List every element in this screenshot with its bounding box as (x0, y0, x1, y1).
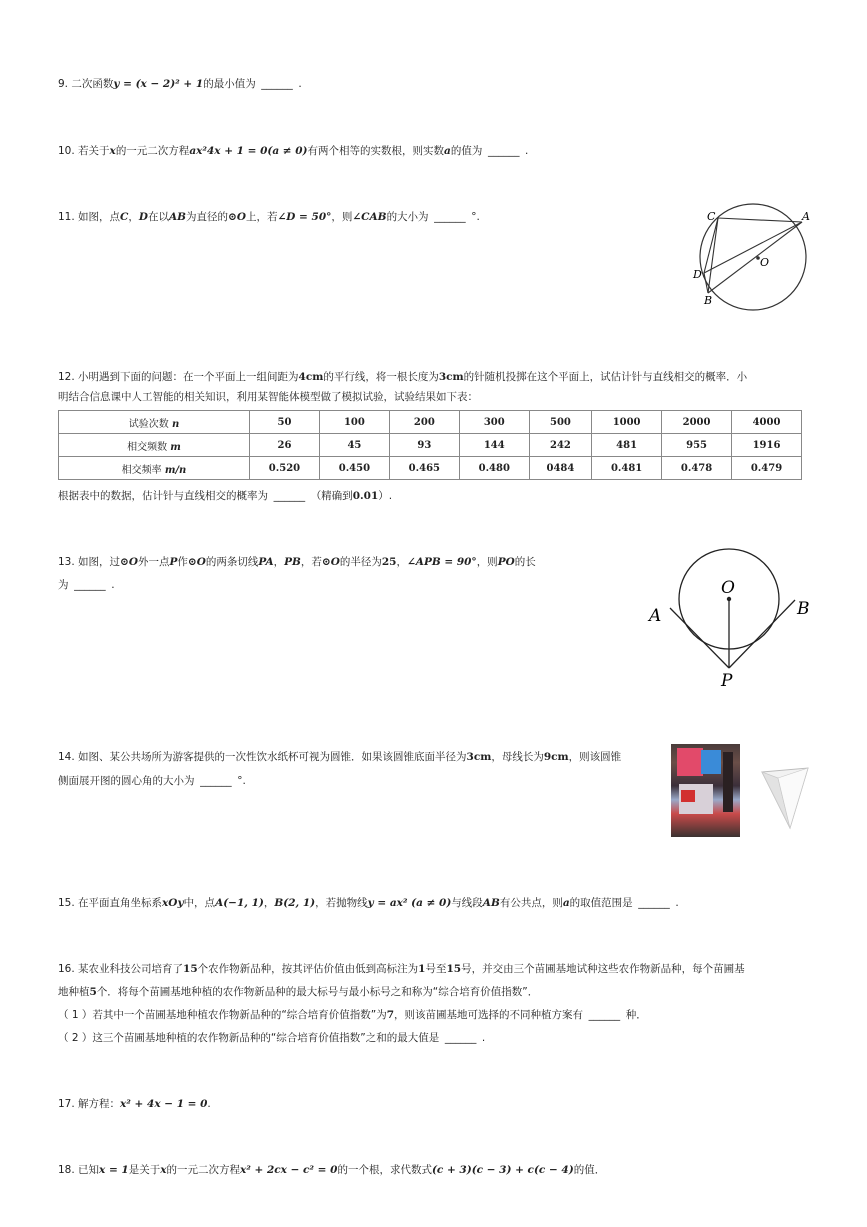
question-15 (58, 895, 679, 910)
q11-segment-ab: AB (169, 211, 187, 223)
q16-text2b: 个．将每个苗圃基地种植的农作物新品种的最大标号与最小标号之和称为“综合培育价值指数”． (96, 986, 539, 998)
q9-suffix: 的最小值为 (203, 78, 256, 90)
table-cell: 200 (389, 411, 459, 434)
q10-var-x: x (109, 145, 116, 157)
q13-mid4: ，若 (300, 556, 322, 568)
q14-text1: 14. 如图、某公共场所为游客提供的一次性饮水纸杯可视为圆锥．如果该圆锥底面半径为 (58, 751, 467, 763)
table-cell: 0484 (529, 457, 591, 480)
label-a: A (802, 210, 810, 223)
q16-num: 15 (446, 963, 462, 975)
q15-parabola: y = ax² (a ≠ 0) (367, 897, 452, 909)
q11-mid: 在以 (148, 211, 170, 223)
q15-segment-ab: AB (482, 897, 500, 909)
q13-mid3: 的两条切线 (205, 556, 259, 568)
q13-answer-blank[interactable]: ______ (74, 579, 106, 591)
q16-num: 1 (418, 963, 426, 975)
q13-tangent-pa: PA (258, 556, 274, 568)
q18-mid2: 的一元二次方程 (166, 1164, 240, 1176)
q11-angle-cab: ∠CAB (352, 211, 387, 223)
q14-text2: 侧面展开图的圆心角的大小为 (58, 775, 195, 787)
q18-equation: x² + 2cx − c² = 0 (240, 1164, 338, 1176)
table-cell: 0.478 (662, 457, 732, 480)
row-header-label: 相交频数 (127, 441, 168, 453)
q11-mid2: 为直径的 (186, 211, 229, 223)
table-cell: 26 (250, 434, 320, 457)
q13-suffix: 的长 (514, 556, 536, 568)
question-12-line2 (58, 389, 478, 404)
q11-sep: ， (128, 211, 139, 223)
table-cell: 1916 (732, 434, 802, 457)
row-header-label: 相交频率 (121, 464, 162, 476)
table-cell: 0.520 (250, 457, 320, 480)
q12-precision: 0.01 (352, 490, 379, 502)
q15-point-b: B(2, 1) (274, 897, 316, 909)
q14-slant: 9cm (543, 751, 569, 763)
q16-sub1a: （ 1 ）若其中一个苗圃基地种植农作物新品种的“综合培育价值指数”为 (58, 1009, 387, 1021)
row-header-var: m/n (164, 464, 187, 476)
q16-text1a: 16. 某农业科技公司培育了 (58, 963, 184, 975)
tangent-figure-13 (640, 548, 820, 688)
q12-text1: 12. 小明遇到下面的问题：在一个平面上一组间距为 (58, 371, 299, 383)
question-10 (58, 143, 528, 158)
q14-text1c: ，则该圆锥 (568, 751, 622, 763)
question-11 (58, 209, 480, 224)
question-18 (58, 1162, 605, 1177)
q13-text: 13. 如图，过 (58, 556, 121, 568)
q16-sub2b: . (481, 1032, 486, 1044)
q15-text: 15. 在平面直角坐标系 (58, 897, 163, 909)
water-dispenser-photo (671, 744, 740, 837)
q11-suffix: 的大小为 (386, 211, 429, 223)
table-cell: 0.465 (389, 457, 459, 480)
q9-math: y = (x − 2)² + 1 (113, 78, 204, 90)
question-14-line1 (58, 749, 621, 764)
q11-circle: ⊙O (228, 211, 246, 223)
q16-sub1c: 种． (625, 1009, 647, 1021)
label-c: C (707, 210, 716, 223)
table-cell: 481 (592, 434, 662, 457)
q13-tangent-pb: PB (284, 556, 301, 568)
table-cell: 500 (529, 411, 591, 434)
diameter-ab (708, 222, 802, 293)
q13-mid7: ，则 (476, 556, 498, 568)
table-cell: 100 (319, 411, 389, 434)
q18-mid: 是关于 (128, 1164, 161, 1176)
q9-text: 9. 二次函数 (58, 78, 114, 90)
q11-answer-blank[interactable]: ______ (434, 211, 466, 223)
q16-num: 15 (183, 963, 198, 975)
q18-root: x = 1 (99, 1164, 129, 1176)
q10-math: ax²4x + 1 = 0(a ≠ 0) (189, 145, 308, 157)
q12-distance: 4cm (298, 371, 324, 383)
q12-text1b: 的平行线，将一根长度为 (323, 371, 439, 383)
q15-mid4: 有公共点，则 (499, 897, 563, 909)
q11-mid3: 上，若 (246, 211, 278, 223)
row-header-var: n (171, 418, 180, 430)
table-cell: 955 (662, 434, 732, 457)
q11-point-c: C (120, 211, 129, 223)
q16-text1d: 号，并交由三个苗圃基地试种这些农作物新品种，每个苗圃基 (461, 963, 745, 975)
q10-suffix: 有两个相等的实数根，则实数 (307, 145, 445, 157)
question-9 (58, 76, 302, 91)
chord-cd (704, 218, 718, 273)
table-row (59, 457, 802, 480)
q10-text: 10. 若关于 (58, 145, 110, 157)
tangent-pb (729, 600, 795, 668)
q14-text1b: ，母线长为 (491, 751, 544, 763)
q17-equation: x² + 4x − 1 = 0 (120, 1098, 208, 1110)
q16-text1c: 号至 (425, 963, 447, 975)
q12-answer-blank[interactable]: ______ (273, 490, 306, 502)
q15-mid: 中，点 (183, 897, 216, 909)
q17-end: . (207, 1098, 211, 1110)
row-header-frequency (59, 434, 250, 457)
q12-after3: ）. (378, 490, 393, 502)
q13-circle2: ⊙O (187, 556, 206, 568)
q9-answer-blank[interactable]: ______ (261, 78, 293, 90)
question-12-after (58, 488, 392, 503)
question-17 (58, 1096, 211, 1111)
table-cell: 144 (459, 434, 529, 457)
table-cell: 0.481 (592, 457, 662, 480)
q16-sub1b: ，则该苗圃基地可选择的不同种植方案有 (394, 1009, 584, 1021)
table-cell: 1000 (592, 411, 662, 434)
q15-mid3: 与线段 (451, 897, 483, 909)
q10-answer-blank[interactable]: ______ (487, 145, 520, 157)
question-16-part2 (58, 1030, 485, 1045)
label-b: B (797, 599, 810, 619)
q11-mid4: ，则 (331, 211, 353, 223)
table-cell: 242 (529, 434, 591, 457)
q10-tail: 的值为 (450, 145, 483, 157)
q12-needle-length: 3cm (438, 371, 464, 383)
q16-text1b: 个农作物新品种，按其评估价值由低到高标注为 (197, 963, 419, 975)
label-a: A (649, 606, 662, 626)
table-cell: 4000 (732, 411, 802, 434)
q13-text2: 为 (58, 579, 69, 591)
question-16-line2 (58, 984, 538, 999)
q15-suffix: 的取值范围是 (569, 897, 633, 909)
q15-answer-blank[interactable]: ______ (638, 897, 670, 909)
q10-var-a: a (444, 145, 451, 157)
row-header-trials (59, 411, 250, 434)
q13-radius: 25 (381, 556, 397, 568)
q18-var-x: x (160, 1164, 167, 1176)
q16-answer-blank-2[interactable]: ______ (444, 1032, 477, 1044)
paper-cup-cone-image (760, 766, 812, 832)
table-cell: 93 (389, 434, 459, 457)
q16-num: 5 (89, 986, 97, 998)
q18-mid3: 的一个根，求代数式 (337, 1164, 432, 1176)
q13-mid5: 的半径为 (339, 556, 382, 568)
table-cell: 0.450 (319, 457, 389, 480)
table-cell: 45 (319, 434, 389, 457)
question-13-line2 (58, 577, 115, 592)
question-16-line1 (58, 961, 745, 976)
q16-num: 7 (386, 1009, 395, 1021)
q18-expression: (c + 3)(c − 3) + c(c − 4) (431, 1164, 574, 1176)
tangent-pa (670, 608, 729, 668)
question-13-line1 (58, 554, 536, 569)
row-header-var: m (170, 441, 181, 453)
q11-point-d: D (138, 211, 149, 223)
row-header-rate (59, 457, 250, 480)
q16-text2a: 地种植 (58, 986, 90, 998)
q12-after-text: 根据表中的数据，估计针与直线相交的概率为 (58, 490, 268, 502)
q15-mid2: ，若抛物线 (315, 897, 368, 909)
q16-answer-blank-1[interactable]: ______ (588, 1009, 621, 1021)
q15-point-a: A(−1, 1) (215, 897, 264, 909)
q16-sub2a: （ 2 ）这三个苗圃基地种植的农作物新品种的“综合培育价值指数”之和的最大值是 (58, 1032, 440, 1044)
q13-segment-po: PO (497, 556, 515, 568)
table-row (59, 434, 802, 457)
q13-mid2: 作 (177, 556, 188, 568)
q15-var-a: a (562, 897, 570, 909)
q13-mid: 外一点 (138, 556, 170, 568)
q12-text2: 明结合信息课中人工智能的相关知识，利用某智能体模型做了模拟试验，试验结果如下表： (58, 391, 478, 403)
q13-end: . (111, 579, 115, 591)
q14-answer-blank[interactable]: ______ (200, 775, 232, 787)
q15-sep: ， (263, 897, 275, 909)
table-cell: 300 (459, 411, 529, 434)
question-12-line1 (58, 369, 747, 384)
q14-end: °. (237, 775, 246, 787)
row-header-label: 试验次数 (128, 418, 169, 430)
circle-figure-11 (690, 200, 820, 312)
label-o: O (721, 578, 735, 598)
label-p: P (721, 671, 733, 688)
q11-angle-d: ∠D = 50° (277, 211, 332, 223)
q18-suffix: 的值． (573, 1164, 606, 1176)
q15-end: . (675, 897, 679, 909)
label-o: O (760, 256, 770, 269)
table-cell: 0.479 (732, 457, 802, 480)
q14-radius: 3cm (466, 751, 492, 763)
q18-text: 18. 已知 (58, 1164, 100, 1176)
chord-cb (708, 218, 718, 293)
q11-text: 11. 如图，点 (58, 211, 121, 223)
q13-point-p: P (169, 556, 178, 568)
q12-after2: （精确到 (310, 490, 353, 502)
q10-mid: 的一元二次方程 (115, 145, 190, 157)
table-row (59, 411, 802, 434)
q13-sep: ， (273, 556, 285, 568)
table-cell: 50 (250, 411, 320, 434)
q13-mid6: ， (396, 556, 407, 568)
q13-circle: ⊙O (120, 556, 138, 568)
question-16-part1 (58, 1007, 647, 1022)
q13-angle: ∠APB = 90° (407, 556, 477, 568)
q11-end: °. (471, 211, 480, 223)
q12-text1c: 的针随机投掷在这个平面上，试估计针与直线相交的概率．小 (463, 371, 748, 383)
experiment-table (58, 410, 802, 480)
q15-system: xOy (162, 897, 184, 909)
table-cell: 0.480 (459, 457, 529, 480)
label-d: D (693, 268, 702, 281)
label-b: B (704, 294, 713, 307)
q10-end: . (525, 145, 529, 157)
table-cell: 2000 (662, 411, 732, 434)
question-14-line2 (58, 773, 246, 788)
q17-text: 17. 解方程： (58, 1098, 121, 1110)
q13-circle3: ⊙O (321, 556, 340, 568)
chord-ad (704, 222, 802, 273)
q9-end: . (298, 78, 302, 90)
